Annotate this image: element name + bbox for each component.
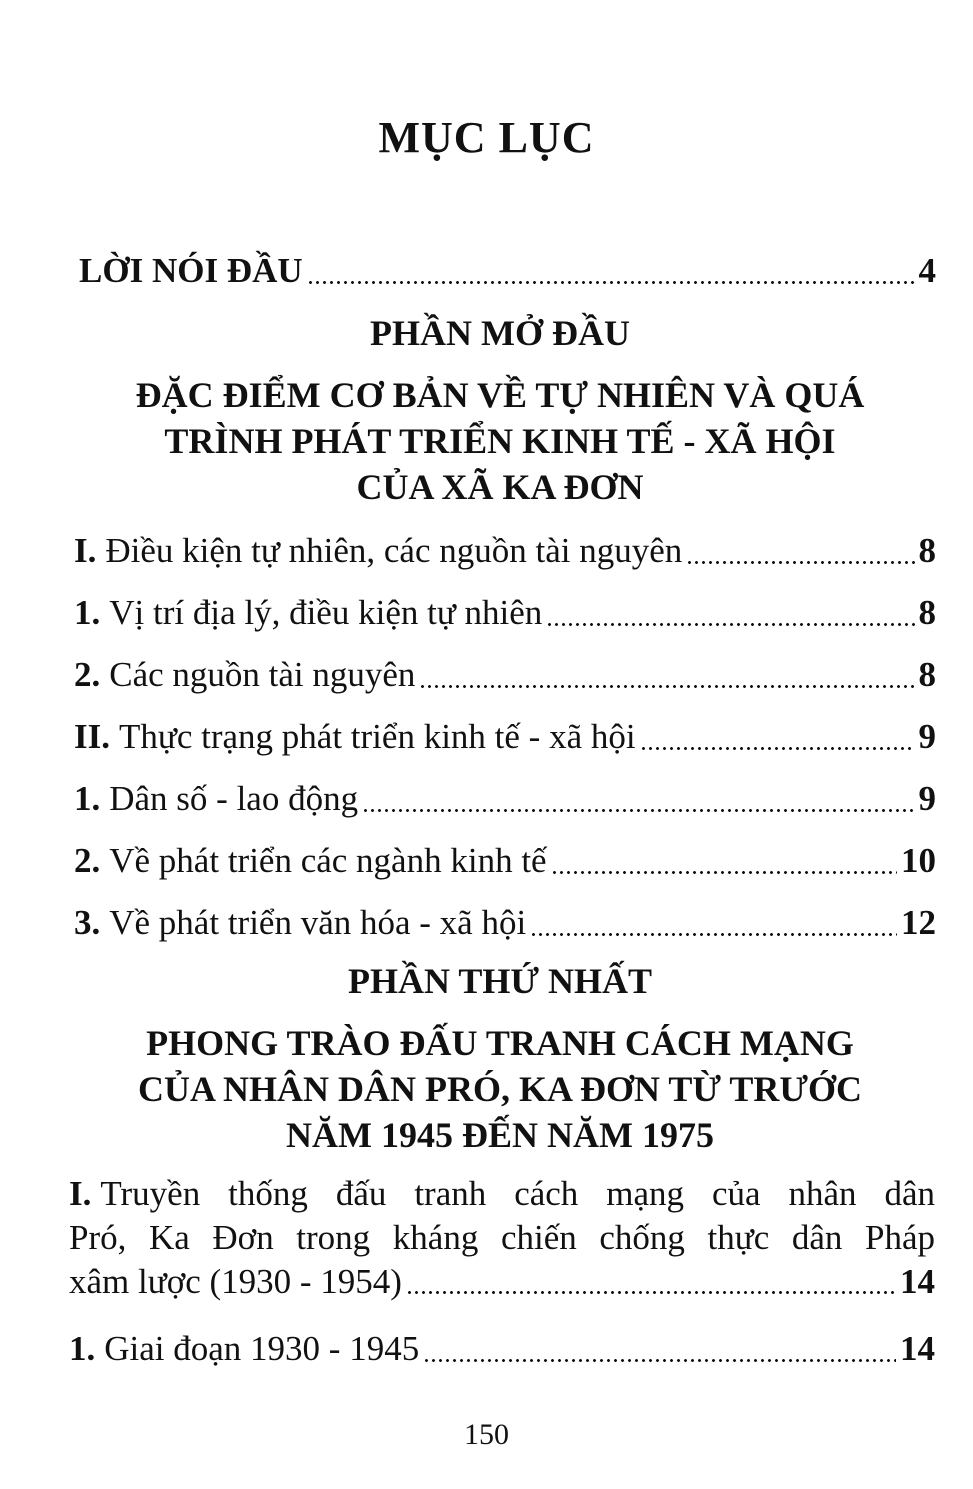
dot-leader xyxy=(362,809,914,812)
toc-entry-number: 1. xyxy=(69,1329,96,1368)
toc-entry-text: xâm lược (1930 - 1954) xyxy=(69,1262,402,1301)
page-number: 150 xyxy=(464,1418,509,1451)
toc-entry-text: Thực trạng phát triển kinh tế - xã hội xyxy=(119,717,636,756)
toc-entry-text: Về phát triển văn hóa - xã hội xyxy=(109,903,527,942)
toc-entry-line xyxy=(69,1260,935,1304)
toc-entry-page: 10 xyxy=(901,841,936,880)
toc-entry-number: 1. xyxy=(74,779,101,818)
toc-entry-page: 8 xyxy=(918,593,936,632)
dot-leader xyxy=(686,561,914,564)
part-label: PHẦN MỞ ĐẦU xyxy=(370,313,630,353)
toc-entry xyxy=(74,590,936,636)
toc-entry-page: 4 xyxy=(918,251,936,290)
toc-entry xyxy=(74,900,936,946)
toc-entry-number: 2. xyxy=(74,655,101,694)
toc-entry-page: 9 xyxy=(918,779,936,818)
part-heading-line: TRÌNH PHÁT TRIỂN KINH TẾ - XÃ HỘI xyxy=(164,421,836,461)
toc-entry-text: LỜI NÓI ĐẦU xyxy=(79,251,303,290)
toc-entry-number: I. xyxy=(69,1174,92,1213)
toc-entry-page: 8 xyxy=(918,531,936,570)
toc-entry-text: Về phát triển các ngành kinh tế xyxy=(109,841,547,880)
dot-leader xyxy=(307,281,915,284)
toc-entry-number: 1. xyxy=(74,593,101,632)
toc-entry-line: Pró, Ka Đơn trong kháng chiến chống thực dân Pháp xyxy=(69,1218,935,1257)
toc-entry-text: Vị trí địa lý, điều kiện tự nhiên xyxy=(109,593,543,632)
toc-entry-page: 9 xyxy=(918,717,936,756)
toc-entry-page: 12 xyxy=(901,903,936,942)
toc-entry-text: Truyền thống đấu tranh cách mạng của nhân dân xyxy=(100,1174,935,1213)
dot-leader xyxy=(419,685,914,688)
part-heading-line: CỦA XÃ KA ĐƠN xyxy=(356,467,644,507)
toc-entry-preface xyxy=(79,248,936,294)
toc-entry-page: 14 xyxy=(900,1262,935,1301)
toc-entry-page: 14 xyxy=(900,1329,935,1368)
toc-entry-line xyxy=(69,1172,935,1216)
toc-entry-text: Giai đoạn 1930 - 1945 xyxy=(104,1329,420,1368)
page-title: MỤC LỤC xyxy=(378,113,595,162)
dot-leader xyxy=(530,933,897,936)
toc-entry-text: Các nguồn tài nguyên xyxy=(109,655,416,694)
dot-leader xyxy=(546,623,914,626)
toc-entry-long xyxy=(69,1172,935,1304)
dot-leader xyxy=(423,1359,896,1362)
toc-entry-number: I. xyxy=(74,531,97,570)
dot-leader xyxy=(406,1291,896,1294)
dot-leader xyxy=(640,747,915,750)
toc-entry-page: 8 xyxy=(918,655,936,694)
toc-entry xyxy=(69,1326,935,1372)
part-heading-line: CỦA NHÂN DÂN PRÓ, KA ĐƠN TỪ TRƯỚC xyxy=(137,1069,863,1109)
toc-entry-number: 2. xyxy=(74,841,101,880)
toc-entry-text: Điều kiện tự nhiên, các nguồn tài nguyên xyxy=(105,531,683,570)
toc-entry xyxy=(74,528,936,574)
part-heading-line: PHONG TRÀO ĐẤU TRANH CÁCH MẠNG xyxy=(146,1023,854,1063)
part-label: PHẦN THỨ NHẤT xyxy=(347,961,652,1001)
part-heading-line: ĐẶC ĐIỂM CƠ BẢN VỀ TỰ NHIÊN VÀ QUÁ xyxy=(135,375,865,415)
toc-entry-number: II. xyxy=(74,717,110,756)
toc-entry xyxy=(74,776,936,822)
toc-entry-number: 3. xyxy=(74,903,101,942)
toc-entry xyxy=(74,714,936,760)
toc-entry xyxy=(74,838,936,884)
dot-leader xyxy=(551,871,897,874)
toc-entry xyxy=(74,652,936,698)
toc-entry-text: Dân số - lao động xyxy=(109,779,359,818)
part-heading-line: NĂM 1945 ĐẾN NĂM 1975 xyxy=(286,1115,714,1155)
